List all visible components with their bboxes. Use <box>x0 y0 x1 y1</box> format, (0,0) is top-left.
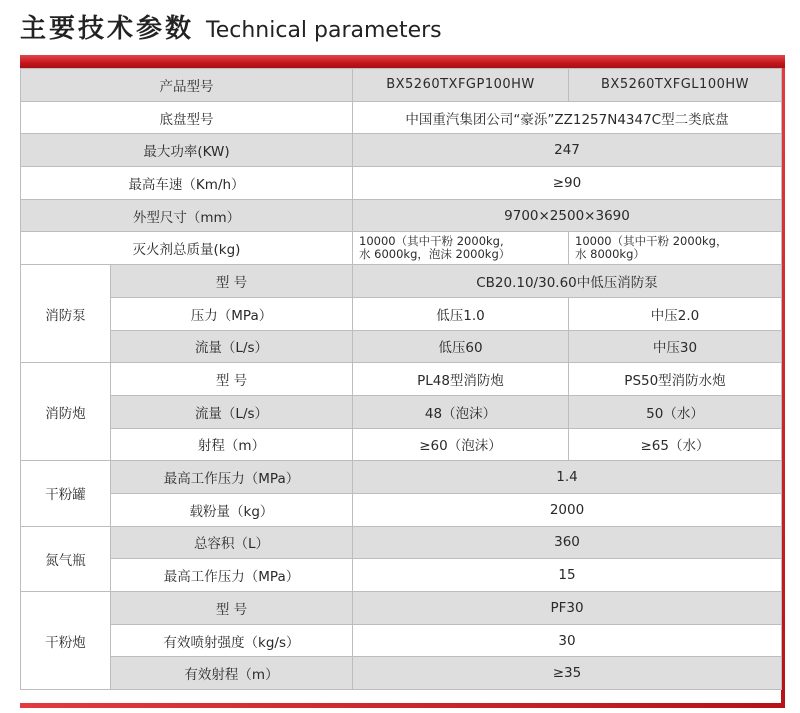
powder-tank-pressure-value: 1.4 <box>353 461 782 494</box>
table-row <box>21 592 782 625</box>
page-title <box>20 8 442 44</box>
row-label: 外型尺寸（mm） <box>21 199 353 232</box>
table-row <box>21 624 782 657</box>
agent-value-2 <box>569 232 782 265</box>
agent-value-1-line1: 10000（其中干粉 2000kg, <box>359 234 504 249</box>
speed-value: ≥90 <box>353 167 782 200</box>
row-label: 最高工作压力（MPa） <box>111 559 353 592</box>
powder-cannon-intensity-value: 30 <box>353 624 782 657</box>
table-row <box>21 134 782 167</box>
power-value: 247 <box>353 134 782 167</box>
row-label: 最大功率(KW) <box>21 134 353 167</box>
row-label: 有效喷射强度（kg/s） <box>111 624 353 657</box>
pump-pressure-value-2: 中压2.0 <box>569 297 782 330</box>
row-label: 灭火剂总质量(kg) <box>21 232 353 265</box>
pump-flow-value-2: 中压30 <box>569 330 782 363</box>
bottom-red-bar <box>20 703 785 708</box>
table-row <box>21 101 782 134</box>
title-chinese: 主要技术参数 <box>20 14 195 44</box>
cannon-model-value-1: PL48型消防炮 <box>353 363 569 396</box>
table-row <box>21 232 782 265</box>
cannon-range-value-2: ≥65（水） <box>569 428 782 461</box>
row-label: 载粉量（kg） <box>111 493 353 526</box>
pump-pressure-value-1: 低压1.0 <box>353 297 569 330</box>
table-row <box>21 461 782 494</box>
row-label: 压力（MPa） <box>111 297 353 330</box>
table-row <box>21 69 782 102</box>
row-label: 型 号 <box>111 265 353 298</box>
model-value-1: BX5260TXFGP100HW <box>353 69 569 102</box>
cannon-flow-value-1: 48（泡沫） <box>353 395 569 428</box>
table-row <box>21 265 782 298</box>
agent-value-1 <box>353 232 569 265</box>
cannon-flow-value-2: 50（水） <box>569 395 782 428</box>
table-row <box>21 493 782 526</box>
section-label: 氮气瓶 <box>21 526 111 591</box>
agent-value-2-line1: 10000（其中干粉 2000kg， <box>575 234 728 249</box>
section-label: 干粉罐 <box>21 461 111 526</box>
powder-cannon-range-value: ≥35 <box>353 657 782 690</box>
row-label: 射程（m） <box>111 428 353 461</box>
powder-tank-load-value: 2000 <box>353 493 782 526</box>
table-row <box>21 199 782 232</box>
row-label: 最高车速（Km/h） <box>21 167 353 200</box>
section-label: 干粉炮 <box>21 592 111 690</box>
section-label: 消防炮 <box>21 363 111 461</box>
row-label: 总容积（L） <box>111 526 353 559</box>
table-row <box>21 167 782 200</box>
table-row <box>21 395 782 428</box>
row-label: 型 号 <box>111 363 353 396</box>
header-red-bar <box>20 55 785 68</box>
table-row <box>21 330 782 363</box>
agent-value-1-line2: 水 6000kg，泡沫 2000kg） <box>359 247 511 262</box>
row-label: 最高工作压力（MPa） <box>111 461 353 494</box>
spec-table <box>20 68 782 690</box>
row-label: 流量（L/s） <box>111 395 353 428</box>
pump-model-value: CB20.10/30.60中低压消防泵 <box>353 265 782 298</box>
nitrogen-pressure-value: 15 <box>353 559 782 592</box>
row-label: 产品型号 <box>21 69 353 102</box>
row-label: 型 号 <box>111 592 353 625</box>
table-row <box>21 297 782 330</box>
section-label: 消防泵 <box>21 265 111 363</box>
agent-value-2-line2: 水 8000kg） <box>575 247 645 262</box>
row-label: 流量（L/s） <box>111 330 353 363</box>
chassis-value: 中国重汽集团公司“豪泺”ZZ1257N4347C型二类底盘 <box>353 101 782 134</box>
title-english: Technical parameters <box>206 18 442 43</box>
table-row <box>21 526 782 559</box>
row-label: 有效射程（m） <box>111 657 353 690</box>
pump-flow-value-1: 低压60 <box>353 330 569 363</box>
model-value-2: BX5260TXFGL100HW <box>569 69 782 102</box>
nitrogen-volume-value: 360 <box>353 526 782 559</box>
table-row <box>21 559 782 592</box>
table-row <box>21 428 782 461</box>
cannon-model-value-2: PS50型消防水炮 <box>569 363 782 396</box>
row-label: 底盘型号 <box>21 101 353 134</box>
cannon-range-value-1: ≥60（泡沫） <box>353 428 569 461</box>
powder-cannon-model-value: PF30 <box>353 592 782 625</box>
table-row <box>21 363 782 396</box>
table-row <box>21 657 782 690</box>
dims-value: 9700×2500×3690 <box>353 199 782 232</box>
